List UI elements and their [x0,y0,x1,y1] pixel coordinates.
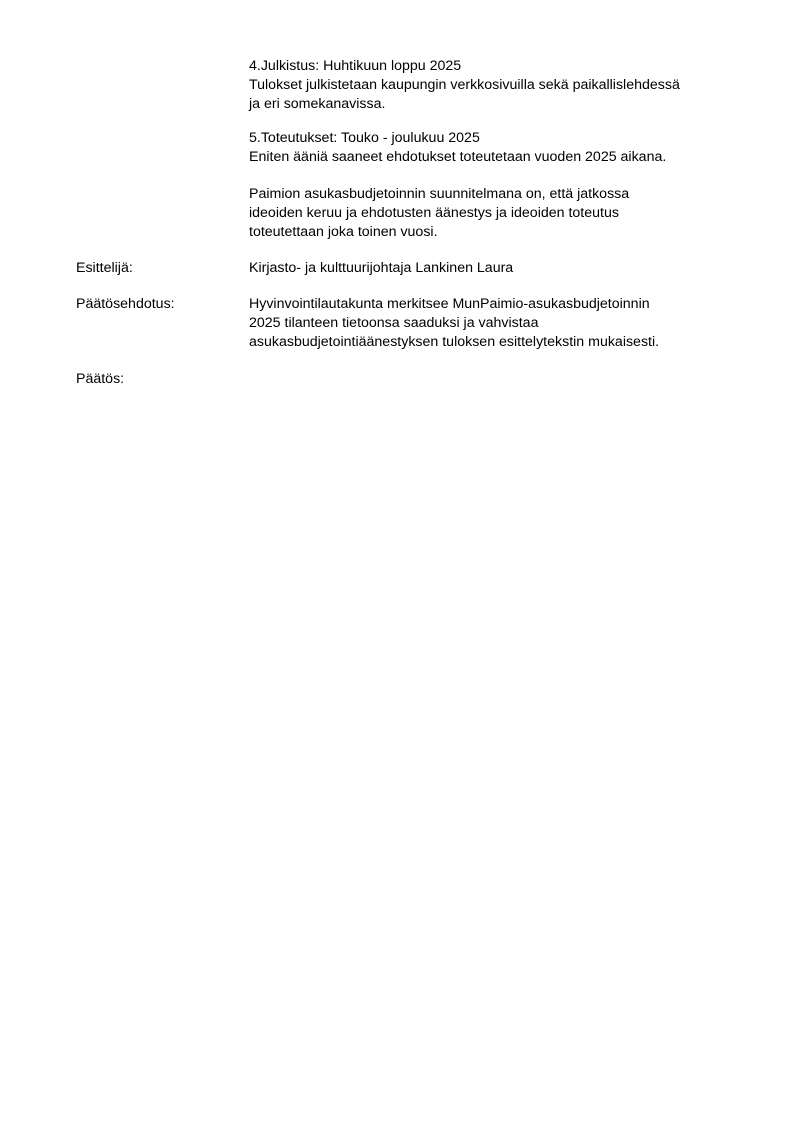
esittelija-label: Esittelijä: [76,260,133,276]
julkistus-line-1: Tulokset julkistetaan kaupungin verkkosivuilla sekä paikallislehdessä [249,77,680,93]
paatos-label: Päätös: [76,371,125,387]
suunnitelma-line-3: toteutettaan joka toinen vuosi. [249,224,438,240]
julkistus-heading: 4.Julkistus: Huhtikuun loppu 2025 [249,58,462,74]
julkistus-line-2: ja eri somekanavissa. [249,96,386,112]
toteutukset-line-1: Eniten ääniä saaneet ehdotukset toteutetaan vuoden 2025 aikana. [249,149,667,165]
paatosehdotus-text [249,295,759,352]
section-suunnitelma [249,185,759,242]
suunnitelma-line-1: Paimion asukasbudjetoinnin suunnitelmana on, että jatkossa [249,186,630,202]
paatosehdotus-line-3: asukasbudjetointiäänestyksen tuloksen esittelytekstin mukaisesti. [249,334,660,350]
suunnitelma-line-2: ideoiden keruu ja ehdotusten äänestys ja ideoiden toteutus [249,205,619,221]
paatosehdotus-line-2: 2025 tilanteen tietoonsa saaduksi ja vahvistaa [249,315,539,331]
section-toteutukset [249,129,759,167]
esittelija-value: Kirjasto- ja kulttuurijohtaja Lankinen Laura [249,260,514,276]
toteutukset-heading: 5.Toteutukset: Touko - joulukuu 2025 [249,130,480,146]
paatosehdotus-label: Päätösehdotus: [76,296,175,312]
section-julkistus [249,57,759,114]
paatosehdotus-line-1: Hyvinvointilautakunta merkitsee MunPaimio-asukasbudjetoinnin [249,296,650,312]
